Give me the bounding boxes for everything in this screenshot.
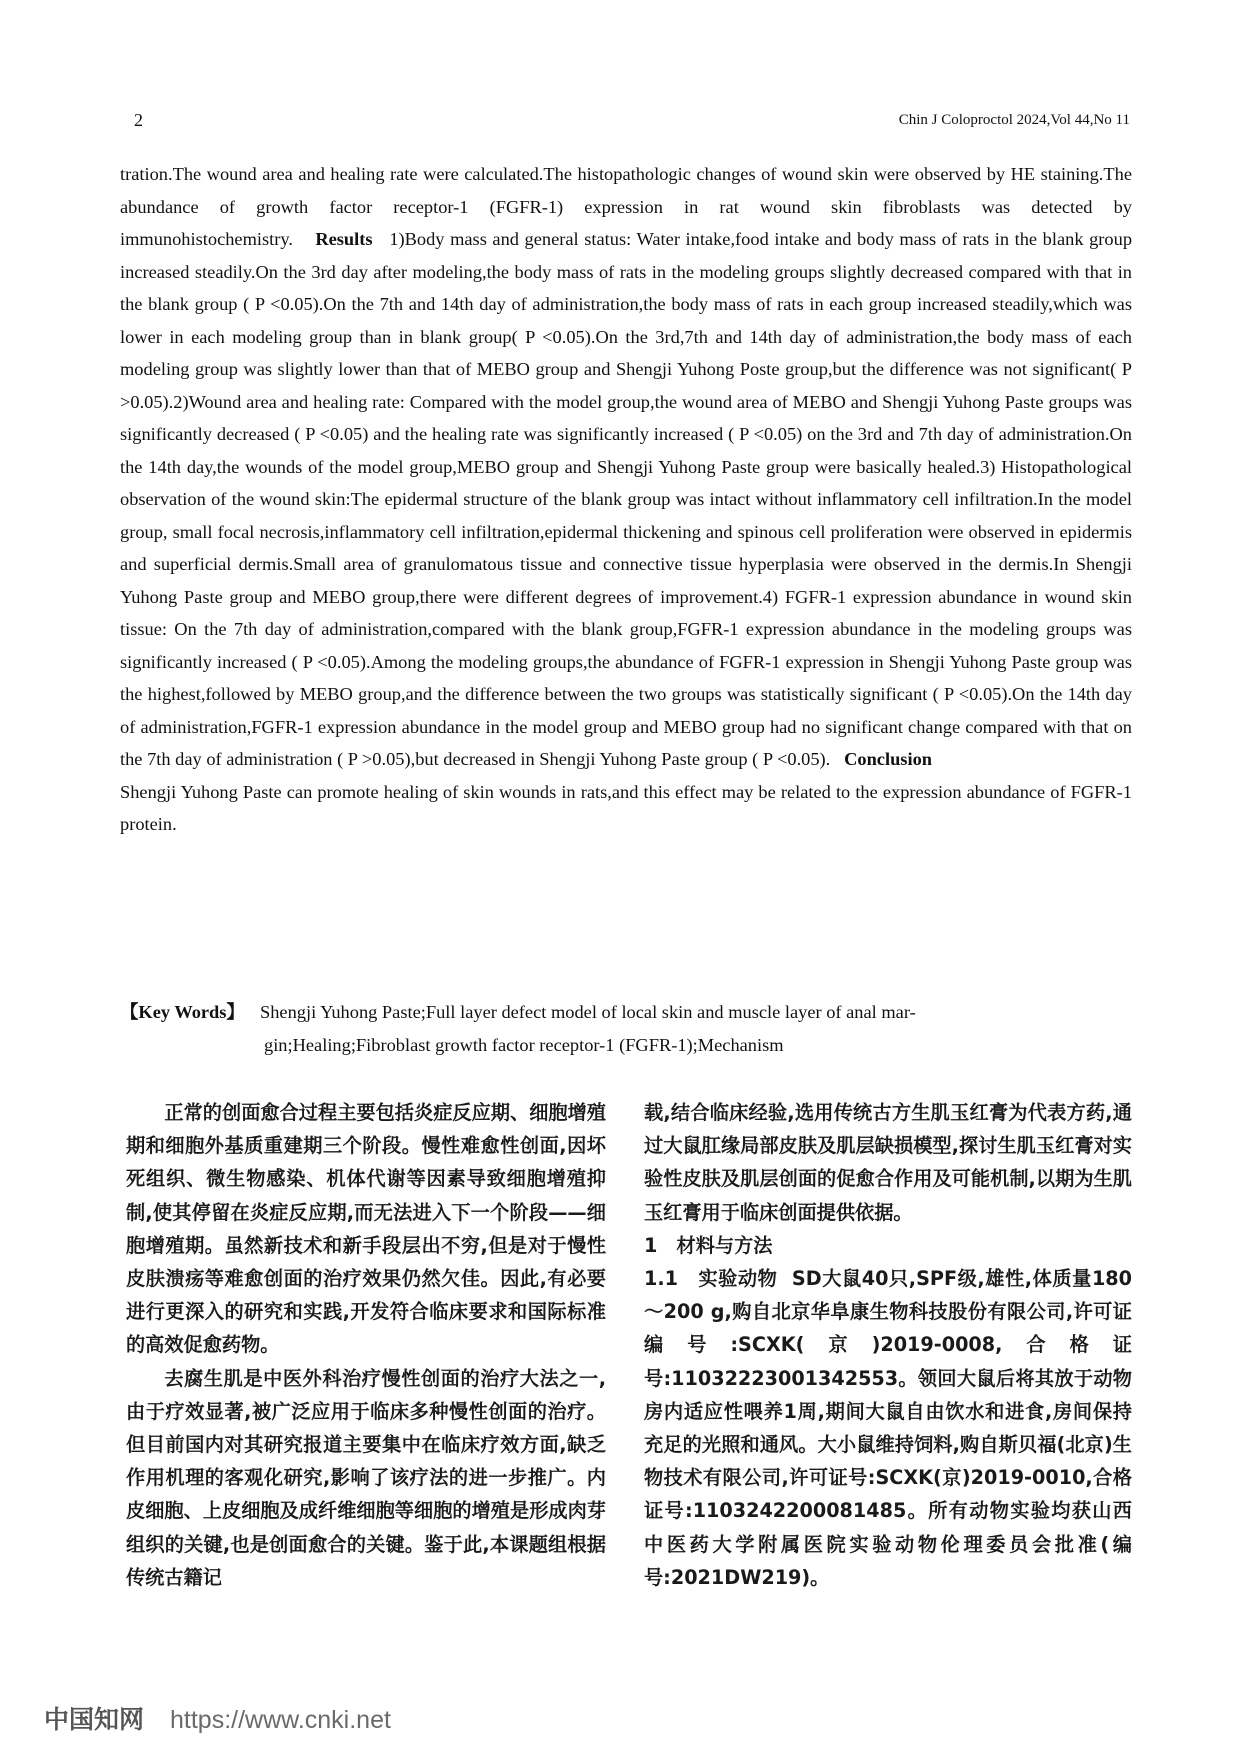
cnki-brand: 中国知网 — [44, 1705, 145, 1734]
english-abstract — [120, 158, 1132, 841]
abstract-text-part-2: 1)Body mass and general status: Water intake,food intake and body mass of rats in the blank group increased steadily.On the 3rd day after modeling,the body mass of rats in the modeling groups slightly decreased compared with that in the blank group ( P <0.05).On the 7th and 14th day of administration,the body mass of rats in each group increased steadily,which was lower in each modeling group than in blank group( P <0.05).On the 3rd,7th and 14th day of administration,the body mass of each modeling group was slightly lower than that of MEBO group and Shengji Yuhong Poste group,but the difference was not significant( P >0.05).2)Wound area and healing rate: Compared with the model group,the wound area of MEBO and Shengji Yuhong Paste groups was significantly decreased ( P <0.05) and the healing rate was significantly increased ( P <0.05) on the 3rd and 7th day of administration.On the 14th day,the wounds of the model group,MEBO group and Shengji Yuhong Paste group were basically healed.3) Histopathological observation of the wound skin:The epidermal structure of the blank group was intact without inflammatory cell infiltration.In the model group, small focal necrosis,inflammatory cell infiltration,epidermal thickening and spinous cell proliferation were observed in epidermis and superficial dermis.Small area of granulomatous tissue and connective tissue hyperplasia were observed in the dermis.In Shengji Yuhong Paste group and MEBO group,there were different degrees of improvement.4) FGFR-1 expression abundance in wound skin tissue: On the 7th day of administration,compared with the blank group,FGFR-1 expression abundance in the modeling groups was significantly increased ( P <0.05).Among the modeling groups,the abundance of FGFR-1 expression in Shengji Yuhong Paste group was the highest,followed by MEBO group,and the difference between the two groups was statistically significant ( P <0.05).On the 14th day of administration,FGFR-1 expression abundance in the model group and MEBO group had no significant change compared with that on the 7th day of administration ( P >0.05),but decreased in Shengji Yuhong Paste group ( P <0.05). — [120, 229, 1133, 769]
abstract-text-part-1: tration.The wound area and healing rate were calculated.The histopathologic changes of wound skin were observed by HE staining.The abundance of growth factor receptor-1 (FGFR-1) expression in rat wound skin fibroblasts was detected by immunohistochemistry. — [120, 164, 1132, 249]
abstract-paragraph-2 — [120, 776, 1132, 841]
subsection-paragraph — [644, 1262, 1132, 1594]
keywords-label: 【Key Words】 — [120, 1002, 245, 1022]
keywords-text-1: Shengji Yuhong Paste;Full layer defect model of local skin and muscle layer of anal mar- — [260, 1002, 916, 1022]
keywords-line-1 — [120, 996, 1132, 1029]
conclusion-label: Conclusion — [844, 749, 932, 769]
body-paragraph: 去腐生肌是中医外科治疗慢性创面的治疗大法之一,由于疗效显著,被广泛应用于临床多种慢性创面的治疗。但目前国内对其研究报道主要集中在临床疗效方面,缺乏作用机理的客观化研究,影响了该疗法的进一步推广。内皮细胞、上皮细胞及成纤维细胞等细胞的增殖是形成肉芽组织的关键,也是创面愈合的关键。鉴于此,本课题组根据传统古籍记 — [126, 1366, 606, 1589]
section-heading: 1 材料与方法 — [644, 1233, 773, 1257]
abstract-conclusion-text: Shengji Yuhong Paste can promote healing of skin wounds in rats,and this effect may be related to the expression abundance of FGFR-1 protein. — [120, 781, 1132, 834]
body-paragraph: 载,结合临床经验,选用传统古方生肌玉红膏为代表方药,通过大鼠肛缘局部皮肤及肌层缺损模型,探讨生肌玉红膏对实验性皮肤及肌层创面的促愈合作用及可能机制,以期为生肌玉红膏用于临床创面提供依据。 — [644, 1101, 1132, 1224]
results-label: Results — [315, 229, 373, 249]
abstract-paragraph-1 — [120, 158, 1132, 776]
cnki-url: https://www.cnki.net — [170, 1706, 391, 1734]
keywords-line-2: gin;Healing;Fibroblast growth factor receptor-1 (FGFR-1);Mechanism — [264, 1034, 784, 1055]
body-column-right — [644, 1096, 1132, 1594]
watermark-footer — [44, 1700, 391, 1736]
body-column-left — [126, 1096, 606, 1594]
journal-header: Chin J Coloproctol 2024,Vol 44,No 11 — [898, 112, 1130, 128]
page-number: 2 — [134, 110, 143, 130]
subsection-text: SD大鼠40只,SPF级,雄性,体质量180～200 g,购自北京华阜康生物科技股份有限公司,许可证编号:SCXK(京)2019-0008,合格证号:11032223001342553。领回大鼠后将其放于动物房内适应性喂养1周,期间大鼠自由饮水和进食,房间保持充足的光照和通风。大小鼠维持饲料,购自斯贝福(北京)生物技术有限公司,许可证号:SCXK(京)2019-0010,合格证号:1103242200081485。所有动物实验均获山西中医药大学附属医院实验动物伦理委员会批准(编号:2021DW219)。 — [644, 1267, 1132, 1589]
keywords — [120, 996, 1132, 1061]
body-paragraph: 正常的创面愈合过程主要包括炎症反应期、细胞增殖期和细胞外基质重建期三个阶段。慢性难愈性创面,因坏死组织、微生物感染、机体代谢等因素导致细胞增殖抑制,使其停留在炎症反应期,而无法进入下一个阶段——细胞增殖期。虽然新技术和新手段层出不穷,但是对于慢性皮肤溃疡等难愈创面的治疗效果仍然欠佳。因此,有必要进行更深入的研究和实践,开发符合临床要求和国际标准的高效促愈药物。 — [126, 1101, 606, 1357]
subsection-heading: 1.1 实验动物 — [644, 1267, 778, 1291]
